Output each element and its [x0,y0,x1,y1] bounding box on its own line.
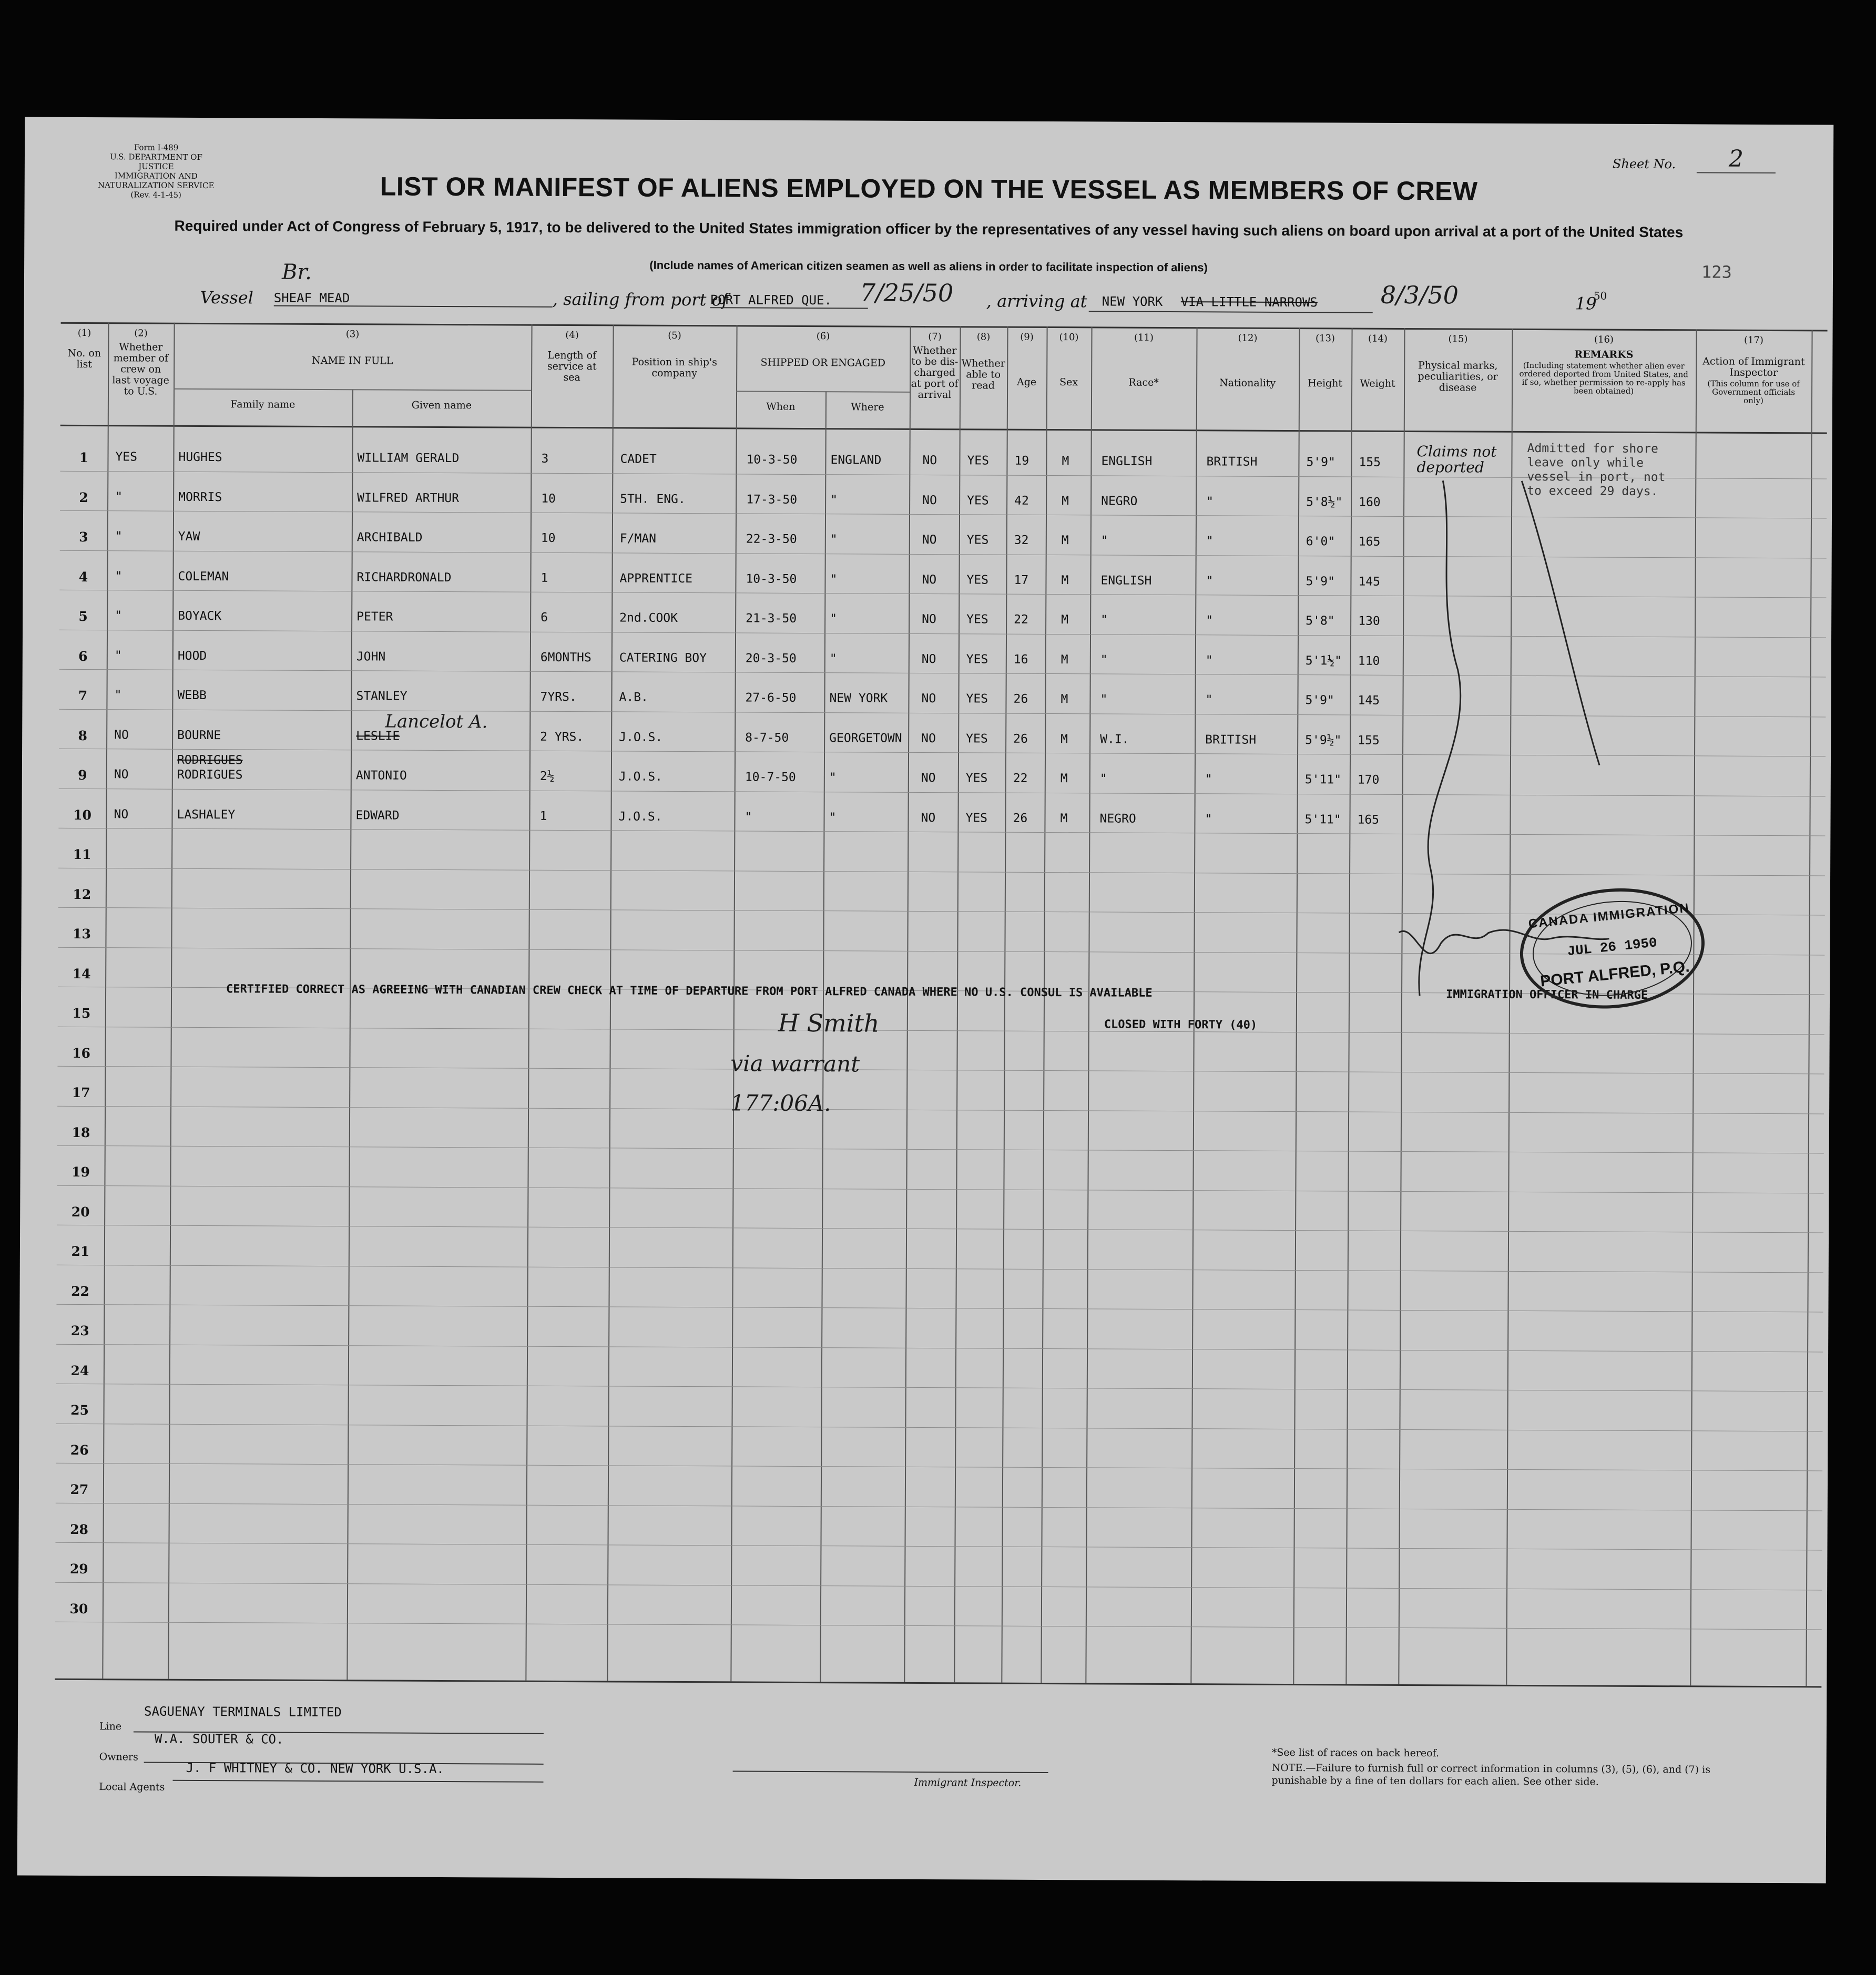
col-divider [1806,330,1812,1686]
row-number: 18 [72,1124,90,1140]
row-number: 11 [73,846,91,863]
nationality-cell: " [1206,574,1214,588]
form-revision: (Rev. 4-1-45) [130,190,181,200]
prev-voyage-cell: " [115,529,123,544]
family-name-cell: HUGHES [178,450,222,465]
given-name-header: Given name [411,399,472,412]
port-to: NEW YORK [1102,294,1163,309]
row-rule [57,1145,1824,1154]
discharge-cell: NO [922,533,937,547]
col17-header: (17) Action of Immigrant Inspector (This column for use of Government officials only) [1702,334,1805,405]
able-to-read-cell: YES [966,533,989,547]
row-number: 2 [79,489,88,505]
sex-cell: M [1060,772,1068,786]
fine-note: NOTE.—Failure to furnish full or correct information in columns (3), (5), (6), and (7) is punishable by a fine of ten dollars for each alien. See other side. [1271,1762,1711,1788]
shipped-when-cell: 10-3-50 [746,572,797,586]
shipped-where-cell: ENGLAND [830,453,882,467]
form-number: Form I-489 [134,142,179,152]
nationality-cell: BRITISH [1206,455,1258,469]
arrive-date: 8/3/50 [1380,280,1459,310]
shipped-where-cell: " [829,651,837,666]
service-name: IMMIGRATION AND NATURALIZATION SERVICE [97,171,215,191]
row-number: 23 [70,1323,89,1339]
row-number: 20 [71,1204,90,1220]
sex-cell: M [1061,732,1068,746]
prev-voyage-cell: YES [115,450,138,464]
table-bottom-border [55,1679,1821,1688]
immigration-stamp: CANADA IMMIGRATION JUL 26 1950 PORT ALFRED, P.Q. [1514,880,1710,1017]
col12-header: (12) Nationality [1219,332,1276,389]
race-cell: " [1100,692,1108,707]
sex-cell: M [1061,573,1069,587]
position-cell: 5TH. ENG. [620,492,686,506]
able-to-read-cell: YES [965,811,988,825]
handwritten-signature: H Smith [778,1008,880,1038]
inspector-underline [733,1771,1048,1773]
prev-voyage-cell: " [114,688,122,702]
family-name-cell: BOURNE [177,728,221,742]
col-divider [1690,329,1697,1685]
col8-header: (8) Whether able to read [961,331,1005,392]
prev-voyage-cell: NO [114,728,129,742]
when-header: When [766,401,796,413]
shipped-when-cell: 17-3-50 [746,493,798,507]
shipped-where-cell: " [830,493,838,507]
able-to-read-cell: YES [967,493,989,508]
nationality-cell: " [1205,653,1213,667]
row-number: 13 [73,926,91,942]
shipped-where-cell: NEW YORK [829,691,888,705]
closed-statement: CLOSED WITH FORTY (40) [1104,1018,1258,1032]
weight-cell: 155 [1359,455,1381,469]
prev-voyage-cell: NO [114,768,129,782]
race-cell: " [1100,534,1108,548]
col-divider [730,325,737,1681]
sex-cell: M [1061,534,1069,548]
shipped-where-cell: " [829,810,837,824]
row-number: 12 [73,886,91,902]
year-suffix: 50 [1593,289,1607,302]
service-length-cell: 10 [541,492,556,506]
row-number: 26 [70,1442,89,1458]
height-cell: 5'9½" [1305,733,1342,747]
family-name-cell: WEBB [177,688,207,703]
weight-cell: 145 [1358,693,1380,708]
col-divider [168,323,175,1679]
row-rule [56,1384,1823,1392]
position-cell: F/MAN [619,531,657,546]
document-title: LIST OR MANIFEST OF ALIENS EMPLOYED ON THE VESSEL AS MEMBERS OF CREW [380,171,1478,206]
col-divider [346,389,353,1680]
discharge-cell: NO [921,691,936,706]
agents-label: Local Agents [99,1781,165,1793]
family-name-cell: LASHALEY [177,807,236,822]
given-name-cell: JOHN [356,649,386,664]
sex-cell: M [1060,811,1068,825]
races-note: *See list of races on back hereof. [1271,1746,1440,1759]
vessel-label: Vessel [200,287,254,308]
race-cell: ENGLISH [1101,454,1153,468]
position-cell: CATERING BOY [619,650,707,665]
weight-cell: 110 [1358,654,1380,668]
row-rule [57,1185,1823,1193]
certified-statement: CERTIFIED CORRECT AS AGREEING WITH CANADIAN CREW CHECK AT TIME OF DEPARTURE FROM PORT ALFRED CANADA WHERE NO U.S. CONSUL IS AVAILABLE [226,983,1153,1000]
row-number: 28 [70,1521,89,1537]
handwritten-given-name: Lancelot A. [385,711,488,732]
discharge-cell: NO [922,453,937,468]
row-rule [56,1502,1822,1511]
discharge-cell: NO [921,771,936,785]
given-name-cell: EDWARD [355,808,400,823]
owners-label: Owners [99,1751,138,1763]
position-cell: J.O.S. [618,809,662,824]
row-number: 15 [72,1005,91,1021]
shipped-when-cell: 22-3-50 [746,532,797,546]
col11-header: (11) Race* [1128,332,1159,388]
given-name-cell: ARCHIBALD [356,530,423,545]
position-cell: APPRENTICE [619,571,693,586]
prev-voyage-cell: " [115,609,123,623]
given-name-cell: RICHARDRONALD [356,570,452,585]
line-label: Line [99,1721,122,1733]
col13-header: (13) Height [1308,333,1343,390]
given-name-cell: ANTONIO [355,769,407,783]
shipped-when-cell: 10-7-50 [745,770,796,784]
height-cell: 5'11" [1304,773,1342,787]
arriving-label: , arriving at [986,291,1087,312]
department: U.S. DEPARTMENT OF JUSTICE [110,152,202,171]
officer-label: IMMIGRATION OFFICER IN CHARGE [1446,988,1648,1002]
row-number: 3 [79,529,88,545]
col-divider [904,326,911,1682]
where-header: Where [851,401,884,413]
prev-voyage-cell: " [115,569,123,583]
col-divider [1345,328,1352,1684]
age-cell: 32 [1014,533,1029,547]
line-value: SAGUENAY TERMINALS LIMITED [144,1704,342,1720]
col-divider [607,324,614,1681]
struck-family-name: RODRIGUES [177,753,243,768]
age-cell: 19 [1014,454,1029,468]
col9-header: (9) Age [1017,331,1037,388]
row-number: 4 [78,569,88,585]
able-to-read-cell: YES [967,454,990,468]
col-divider [1190,327,1197,1683]
shipped-where-cell: " [830,533,838,547]
port-from: PORT ALFRED QUE. [710,292,868,309]
service-length-cell: 6 [541,610,548,625]
given-name-cell: LESLIE [356,729,400,743]
discharge-cell: NO [921,811,936,825]
service-length-cell: 3 [541,452,549,466]
discharge-cell: NO [921,652,936,666]
family-name-cell: BOYACK [178,609,222,623]
able-to-read-cell: YES [966,652,988,667]
prev-voyage-cell: " [114,648,122,662]
row-number: 1 [79,449,89,466]
col-divider [525,324,532,1681]
sex-cell: M [1061,652,1068,667]
nationality-cell: " [1206,613,1214,628]
height-cell: 5'1½" [1305,653,1342,668]
shipped-when-cell: " [745,810,752,824]
prev-voyage-cell: " [115,489,123,504]
nationality-cell: BRITISH [1205,732,1257,747]
row-number: 8 [78,728,87,743]
age-cell: 26 [1013,692,1028,706]
row-rule [56,1423,1822,1431]
col-divider [1001,326,1008,1683]
family-name-cell: HOOD [177,649,207,663]
year-prefix: 19 [1575,293,1597,314]
remarks-annotation: Admitted for shore leave only while vessel in port, not to exceed 29 days. [1527,441,1666,499]
row-number: 24 [70,1363,89,1378]
nationality-cell: " [1206,534,1214,548]
inspector-label: Immigrant Inspector. [914,1776,1022,1789]
crew-table [55,322,1827,1697]
able-to-read-cell: YES [966,692,988,706]
position-cell: CADET [620,452,657,466]
shipped-where-cell: GEORGETOWN [829,731,902,745]
sail-date: 7/25/50 [860,278,954,308]
age-cell: 16 [1013,652,1028,667]
row-number: 27 [70,1481,89,1498]
row-rule [56,1304,1823,1313]
shipped-when-cell: 10-3-50 [746,453,798,467]
family-name-cell: YAW [178,529,200,544]
height-cell: 5'9" [1306,455,1335,469]
service-length-cell: 2 YRS. [540,730,584,744]
row-number: 22 [71,1283,90,1299]
header-bottom-border [60,425,1827,434]
row-number: 5 [78,608,88,625]
col7-header: (7) Whether to be dis-charged at port of arrival [911,331,959,401]
able-to-read-cell: YES [965,771,988,785]
row-number: 9 [78,767,87,783]
col1-header: (1) No. on list [67,327,101,371]
row-rule [56,1344,1823,1352]
position-cell: J.O.S. [618,770,662,784]
row-rule [58,1026,1824,1035]
weight-cell: 145 [1358,575,1381,589]
physical-marks-annotation: Claims not deported [1416,443,1497,476]
col-divider [1085,326,1092,1683]
shipped-where-cell: " [830,612,838,626]
row-number: 10 [73,807,91,823]
col15-header: (15) Physical marks, peculiarities, or disease [1418,333,1498,394]
handwritten-note: via warrant [730,1050,860,1077]
shipped-where-cell: " [830,572,838,586]
vessel-name: SHEAF MEAD [274,291,553,308]
position-cell: 2nd.COOK [619,611,678,625]
col10-header: (10) Sex [1059,332,1079,388]
race-cell: W.I. [1100,732,1129,746]
row-rule [57,1066,1824,1075]
handwritten-reference: 177:06A. [730,1090,831,1117]
shipped-when-cell: 20-3-50 [745,651,797,666]
nationality-cell: " [1205,693,1213,707]
weight-cell: 160 [1359,495,1381,509]
col3-header: (3) NAME IN FULL [312,329,393,367]
col4-header: (4) Length of service at sea [547,330,597,384]
race-cell: " [1100,652,1108,667]
row-number: 7 [78,688,88,704]
row-number: 30 [69,1601,88,1616]
sailing-label: , sailing from port of [552,289,728,310]
nationality-cell: " [1205,812,1212,826]
row-number: 29 [69,1561,88,1577]
service-length-cell: 7YRS. [540,690,577,704]
row-number: 21 [71,1243,90,1260]
position-cell: J.O.S. [619,730,663,744]
age-cell: 26 [1013,732,1028,746]
service-length-cell: 1 [541,571,548,585]
manifest-sheet [17,117,1834,1884]
row-rule [56,1463,1822,1471]
weight-cell: 130 [1358,614,1380,628]
shipped-when-cell: 27-6-50 [745,691,797,705]
col16-header: (16) REMARKS (Including statement whether alien ever ordered deported from United States, and if so, whether permission to re-apply has been obtained) [1519,334,1688,396]
discharge-cell: NO [922,612,936,627]
weight-cell: 155 [1358,733,1380,748]
able-to-read-cell: YES [966,572,989,587]
row-rule [57,1264,1823,1273]
document-subtitle: Required under Act of Congress of February 5, 1917, to be delivered to the United States immigration officer by the representatives of any vessel having such aliens on board upon arrival at a port of the United States [174,217,1684,241]
service-length-cell: 2½ [539,769,555,783]
service-length-cell: 1 [539,809,547,823]
col-divider [1293,328,1300,1684]
shipped-subheader-rule [736,391,910,392]
sex-cell: M [1061,692,1068,707]
col-divider [1041,326,1047,1683]
age-cell: 26 [1013,811,1028,825]
height-cell: 5'9" [1305,693,1334,708]
shipped-when-cell: 8-7-50 [745,730,789,745]
shipped-where-cell: " [829,771,837,785]
col-divider [102,322,109,1679]
able-to-read-cell: YES [966,731,988,746]
nationality-cell: " [1206,494,1214,508]
age-cell: 22 [1013,771,1028,785]
col6-header: (6) SHIPPED OR ENGAGED [760,331,886,369]
shipped-when-cell: 21-3-50 [746,611,797,626]
age-cell: 22 [1014,612,1028,627]
row-number: 25 [70,1402,89,1418]
given-name-cell: WILFRED ARTHUR [357,490,460,505]
agents-underline [173,1780,544,1783]
sex-cell: M [1062,454,1069,468]
row-number: 6 [78,648,88,664]
subtitle-note: (Include names of American citizen seamen as well as aliens in order to facilitate inspection of aliens) [649,258,1208,274]
discharge-cell: NO [922,572,937,587]
row-rule [55,1542,1822,1551]
row-rule [55,1622,1822,1630]
height-cell: 5'8½" [1306,495,1343,509]
row-rule [55,1582,1822,1590]
sex-cell: M [1061,613,1069,627]
sheet-number-label: Sheet No. [1612,156,1676,172]
race-cell: " [1099,772,1107,786]
height-cell: 6'0" [1306,535,1335,549]
weight-cell: 165 [1357,813,1380,827]
row-rule [57,1225,1823,1233]
given-name-cell: STANLEY [356,689,407,703]
age-cell: 17 [1014,573,1029,587]
arriving-underline [1089,311,1373,313]
col2-header: (2) Whether member of crew on last voyage to U.S. [112,328,169,397]
row-number: 19 [72,1164,90,1180]
position-cell: A.B. [619,690,648,704]
discharge-cell: NO [921,731,936,745]
family-name-cell: MORRIS [178,490,222,504]
port-to-struck: VIA LITTLE NARROWS [1180,294,1318,310]
row-number: 17 [72,1084,90,1101]
given-name-cell: WILLIAM GERALD [357,451,460,466]
race-cell: " [1100,613,1108,627]
family-name-header: Family name [230,398,295,411]
row-number: 16 [72,1045,90,1061]
sex-cell: M [1062,494,1069,508]
row-rule [57,1106,1824,1114]
family-name-cell: RODRIGUES [177,768,243,782]
height-cell: 5'9" [1306,574,1335,588]
page-number: 123 [1701,262,1732,282]
owners-value: W.A. SOUTER & CO. [154,1731,284,1747]
race-cell: NEGRO [1099,811,1136,826]
given-name-cell: PETER [356,610,393,624]
family-name-cell: COLEMAN [178,569,229,584]
service-length-cell: 6MONTHS [540,650,592,664]
weight-cell: 165 [1358,535,1381,549]
race-cell: ENGLISH [1100,573,1152,588]
col-divider [954,326,961,1682]
height-cell: 5'8" [1306,614,1335,628]
row-number: 14 [72,966,91,981]
height-cell: 5'11" [1304,812,1341,826]
prev-voyage-cell: NO [114,807,129,821]
race-cell: NEGRO [1101,494,1138,508]
age-cell: 42 [1014,494,1029,508]
weight-cell: 170 [1357,773,1380,787]
able-to-read-cell: YES [966,612,988,627]
sheet-number: 2 [1697,145,1776,173]
nationality-cell: " [1205,772,1212,786]
vessel-flag: Br. [281,260,312,284]
discharge-cell: NO [922,493,937,507]
service-length-cell: 10 [541,531,556,545]
col5-header: (5) Position in ship's company [631,330,717,380]
agents-value: J. F WHITNEY & CO. NEW YORK U.S.A. [186,1760,444,1777]
col14-header: (14) Weight [1360,333,1395,390]
